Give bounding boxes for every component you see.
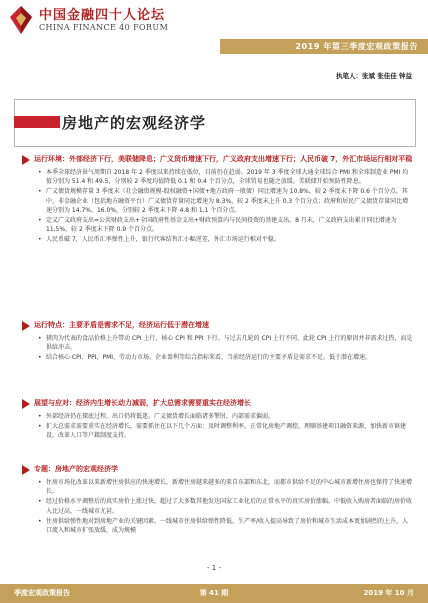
list-item <box>22 517 414 535</box>
list-item <box>22 187 414 215</box>
list-item <box>22 422 414 440</box>
section-heading <box>22 320 414 331</box>
authors-line: 执笔人：张斌 张佳佳 钟益 <box>335 72 412 80</box>
list-item-text: 住房市场化改革以来新增住房供应的快速增长，新增住房越来越多的来自东部和东北，而都市供给不足的中心城市新增住房也保持了快速增长。 <box>46 479 413 496</box>
section-heading-text: 专题：房地产的宏观经济学 <box>34 465 118 473</box>
arrow-bullet-icon <box>22 321 30 331</box>
bullet-dot-icon: • <box>38 479 42 486</box>
section-heading-text: 展望与应对：经济内生增长动力减弱，扩大总需求需要重实在经济增长 <box>34 399 251 407</box>
section-heading <box>22 154 414 165</box>
section-environment <box>22 154 414 246</box>
list-item-text: 结合核心 CPI、PPI、PMI、劳动力市场、企业盈利等综合指标来看，当前经济运行的主要矛盾是需求不足，低于潜在增速。 <box>46 354 372 362</box>
bullet-dot-icon: • <box>38 413 42 420</box>
list-item <box>22 497 414 515</box>
bullet-dot-icon: • <box>38 217 42 225</box>
list-item-text: 外部经济仍在探底过程，出口仍将低迷。广义债货增长面临诸多掣肘，内部需求偏弱。 <box>46 413 275 420</box>
page-title: 房地产的宏观经济学 <box>62 114 207 132</box>
section-heading <box>22 398 414 409</box>
bullet-dot-icon: • <box>38 335 42 342</box>
bullet-dot-icon: • <box>38 188 42 196</box>
report-title: 2019 年第三季度宏观政策报告 <box>295 42 418 51</box>
section-heading-text: 运行环境：外部经济下行，美联储降息；广义货币增速下行，广义政府支出增速下行；人民币破 7，外汇市场运行相对平稳 <box>34 155 413 163</box>
cf40-logo <box>8 5 168 35</box>
arrow-bullet-icon <box>22 155 30 165</box>
logo-chinese-name: 中国金融四十人论坛 <box>39 7 166 23</box>
footer-bar <box>0 584 428 603</box>
list-item <box>22 353 414 362</box>
bullet-dot-icon: • <box>38 423 42 431</box>
header-bar <box>220 39 428 54</box>
list-item <box>22 334 414 352</box>
list-item-text: 广义债货规模存量 3 季度末（社会融资规模-股权融资+国债+地方政府一般债）同比增速为 10.8%，较 2 季度末下降 0.6 个百分点。其中，非金融企业（包括地方融资平台）广义债货存量同比增速为 8.3%，较 2 季度末上升 0.3 个百分点；政府和居民广义债货存量同比增速分别为 14.7%、16.0%，分别较 2 季度末下降 4.8 和 1.1 个百分点。 <box>46 188 409 214</box>
bullet-dot-icon: • <box>38 498 42 506</box>
title-ribbon <box>14 116 60 128</box>
bullet-dot-icon: • <box>38 517 42 525</box>
section-special-topic <box>22 464 414 536</box>
bullet-dot-icon: • <box>38 354 42 362</box>
bullet-dot-icon: • <box>38 236 42 244</box>
list-item <box>22 412 414 421</box>
footer-issue: 第 41 期 <box>199 589 229 597</box>
cf40-emblem-icon <box>8 5 34 35</box>
section-heading-text: 运行特点：主要矛盾是需求不足，经济运行低于潜在增速 <box>34 321 209 329</box>
bullet-dot-icon: • <box>38 169 42 176</box>
footer-date: 2019 年 10 月 <box>363 589 414 597</box>
list-item-text: 经过价格水平调整后的真实房价上涨过快，超过了大多数其他发达国家工业化后的正常水平的真实房价涨幅。中低收入购房者面临的房价收入比过高，一线城市尤甚。 <box>46 498 413 515</box>
list-item-text: 本季全球经济景气周期自 2018 年 2 季度以来持续在低位，目前仍在趋弱。2019 年 3 季度全球大通全球综合 PMI 和全球制造业 PMI 均值分别为 51.4 和 49.5，分别较 2 季度均值降低 0.1 和 0.4 个百分点，全球贸易也随之放缓。美联储开始预防性降息。 <box>46 169 409 186</box>
list-item-text: 住房供给弹性地对到房地产业的关键因素。一线城市住房供给弹性降低，生产率/收入提高导致了房价和城市生活成本更加剧烈的上升，人口流入和城市扩张放缓，成为规模 <box>46 517 409 535</box>
list-item-text: 扩大总需求需要重实在经济增长，需要抓住在以下几个方面：及时调整利率，正常化房地产调控，理顺基建项目融资来源、加快新市镇建设，改革人口等户籍制度支持。 <box>46 423 407 440</box>
list-item <box>22 235 414 244</box>
list-item-text: 人民币破 7，人民币汇率弹性上升，银行代客结售汇小幅逆差，外汇市场运行相对平稳。 <box>46 236 280 244</box>
list-item <box>22 478 414 496</box>
list-item-text: 定义广义政府支出=公共财政支出+全国政府性基金支出+财政预算内与民间投资的基建支出。8 月末，广义政府支出累计同比增速为 11.5%，较 2 季度末下降 0.9 个百分点。 <box>46 217 397 234</box>
arrow-bullet-icon <box>22 399 30 409</box>
page-number: - 1 - <box>207 564 221 572</box>
list-item <box>22 168 414 186</box>
section-outlook <box>22 398 414 442</box>
section-characteristics <box>22 320 414 364</box>
footer-report-name: 季度宏观政策报告 <box>14 589 70 597</box>
list-item <box>22 216 414 234</box>
arrow-bullet-icon <box>22 465 30 475</box>
list-item-text: 猪肉为代表的食品价格上升带动 CPI 上行，核心 CPI 和 PPI 下行。与过去几轮的 CPI 上行不同，此轮 CPI 上行的原因并非需求过热，而是供给冲击。 <box>46 335 413 352</box>
logo-english-name: CHINA FINANCE 40 FORUM <box>39 22 169 32</box>
section-heading <box>22 464 414 475</box>
